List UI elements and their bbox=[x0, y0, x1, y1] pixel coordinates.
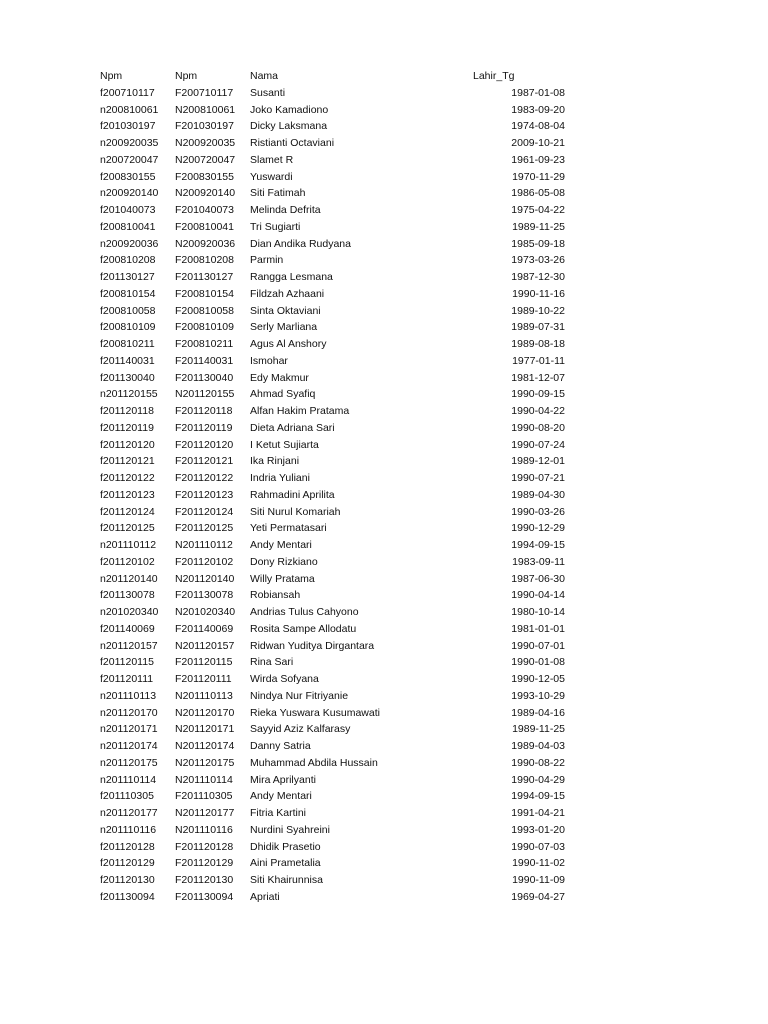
table-row bbox=[0, 185, 768, 202]
table-row bbox=[0, 169, 768, 186]
table-row bbox=[0, 269, 768, 286]
cell-npm-upper: F201040073 bbox=[175, 204, 234, 216]
cell-npm-lower: f201120124 bbox=[100, 505, 155, 518]
cell-npm-upper: N201120177 bbox=[175, 807, 235, 819]
table-row bbox=[0, 202, 768, 219]
cell-nama: Danny Satria bbox=[250, 740, 311, 752]
cell-npm-upper: F201140069 bbox=[175, 622, 234, 635]
cell-npm-upper: F201030197 bbox=[175, 120, 234, 133]
cell-lahir-tg: 1990-12-05 bbox=[511, 673, 565, 685]
cell-npm-lower: f200810058 bbox=[100, 304, 156, 317]
cell-nama: Willy Pratama bbox=[250, 572, 315, 585]
table-row bbox=[0, 420, 768, 437]
cell-npm-lower: n200720047 bbox=[100, 153, 159, 166]
cell-nama: Parmin bbox=[250, 254, 284, 267]
table-row bbox=[0, 855, 768, 872]
table-row bbox=[0, 571, 768, 588]
cell-npm-lower: n200920140 bbox=[100, 187, 159, 200]
cell-nama: Slamet R bbox=[250, 153, 294, 166]
cell-lahir-tg: 1989-04-16 bbox=[511, 706, 565, 719]
cell-npm-lower: f201120111 bbox=[100, 673, 154, 685]
cell-nama: Tri Sugiarti bbox=[250, 220, 301, 233]
cell-npm-upper: F201130127 bbox=[175, 271, 234, 283]
cell-lahir-tg: 1990-08-20 bbox=[511, 421, 565, 434]
cell-nama: Rosita Sampe Allodatu bbox=[250, 622, 357, 635]
cell-npm-upper: N200810061 bbox=[175, 103, 236, 116]
cell-nama: Fildzah Azhaani bbox=[250, 287, 325, 300]
cell-lahir-tg: 1989-04-03 bbox=[511, 740, 565, 752]
cell-npm-lower: f201120122 bbox=[100, 472, 155, 484]
cell-npm-upper: F201130040 bbox=[175, 371, 234, 384]
cell-nama: Serly Marliana bbox=[250, 321, 318, 334]
table-row bbox=[0, 219, 768, 236]
cell-nama: Ristianti Octaviani bbox=[250, 137, 335, 149]
cell-nama: Wirda Sofyana bbox=[250, 673, 319, 685]
cell-npm-upper: N201120170 bbox=[175, 706, 235, 719]
cell-npm-lower: f200810041 bbox=[100, 220, 156, 233]
cell-lahir-tg: 1981-01-01 bbox=[511, 622, 565, 635]
table-row bbox=[0, 839, 768, 856]
cell-lahir-tg: 1990-04-29 bbox=[511, 773, 565, 786]
cell-npm-upper: F200810208 bbox=[175, 254, 234, 267]
cell-nama: Siti Khairunnisa bbox=[250, 874, 323, 886]
table-row bbox=[0, 487, 768, 504]
cell-lahir-tg: 1989-08-18 bbox=[511, 338, 565, 350]
table-row bbox=[0, 755, 768, 772]
table-row bbox=[0, 336, 768, 353]
spreadsheet-table bbox=[0, 68, 768, 906]
cell-lahir-tg: 1990-01-08 bbox=[511, 656, 565, 669]
cell-npm-lower: f201120128 bbox=[100, 840, 155, 853]
cell-npm-lower: f201120129 bbox=[100, 857, 155, 870]
cell-lahir-tg: 1969-04-27 bbox=[511, 890, 565, 903]
cell-npm-lower: n201120155 bbox=[100, 388, 158, 401]
table-row bbox=[0, 889, 768, 906]
cell-nama: Sinta Oktaviani bbox=[250, 304, 321, 317]
cell-npm-lower: n201120140 bbox=[100, 572, 158, 585]
cell-nama: Ismohar bbox=[250, 354, 288, 367]
cell-npm-lower: n200810061 bbox=[100, 103, 159, 116]
cell-npm-lower: f201140031 bbox=[100, 354, 155, 367]
table-row bbox=[0, 85, 768, 102]
cell-npm-upper: F200830155 bbox=[175, 170, 234, 183]
table-row bbox=[0, 135, 768, 152]
cell-npm-upper: N201120174 bbox=[175, 740, 235, 752]
cell-nama: Melinda Defrita bbox=[250, 204, 321, 216]
cell-nama: Agus Al Anshory bbox=[250, 338, 327, 350]
cell-npm-upper: N201110113 bbox=[175, 689, 233, 702]
cell-npm-lower: n201020340 bbox=[100, 606, 159, 618]
table-row bbox=[0, 721, 768, 738]
cell-npm-lower: n201120170 bbox=[100, 706, 158, 719]
cell-lahir-tg: 1990-12-29 bbox=[511, 522, 565, 535]
cell-npm-upper: F201120129 bbox=[175, 857, 234, 870]
cell-npm-upper: N201120175 bbox=[175, 756, 235, 769]
cell-lahir-tg: 1990-07-03 bbox=[511, 840, 565, 853]
cell-npm-upper: F201120123 bbox=[175, 488, 234, 501]
table-row bbox=[0, 403, 768, 420]
table-body bbox=[0, 85, 768, 906]
cell-nama: Siti Fatimah bbox=[250, 187, 306, 200]
header-row bbox=[0, 68, 768, 85]
table-row bbox=[0, 386, 768, 403]
cell-npm-upper: N200920036 bbox=[175, 237, 236, 250]
cell-npm-upper: F200810211 bbox=[175, 338, 234, 350]
cell-npm-lower: n201110116 bbox=[100, 823, 157, 836]
cell-npm-upper: N201110114 bbox=[175, 773, 233, 786]
table-row bbox=[0, 470, 768, 487]
cell-npm-lower: n200920035 bbox=[100, 137, 159, 149]
table-row bbox=[0, 504, 768, 521]
cell-npm-upper: F200810041 bbox=[175, 220, 234, 233]
cell-npm-lower: f201120119 bbox=[100, 421, 154, 434]
cell-npm-upper: F200810154 bbox=[175, 287, 234, 300]
cell-npm-lower: f201120130 bbox=[100, 874, 155, 886]
cell-lahir-tg: 1994-09-15 bbox=[511, 539, 565, 551]
cell-lahir-tg: 1970-11-29 bbox=[512, 170, 565, 183]
cell-lahir-tg: 1977-01-11 bbox=[512, 354, 565, 367]
cell-npm-lower: f201120115 bbox=[100, 656, 154, 669]
table-row bbox=[0, 286, 768, 303]
table-row bbox=[0, 118, 768, 135]
cell-nama: Rangga Lesmana bbox=[250, 271, 333, 283]
header-nama: Nama bbox=[250, 70, 279, 82]
cell-lahir-tg: 1990-09-15 bbox=[511, 388, 565, 401]
table-row bbox=[0, 319, 768, 336]
table-row bbox=[0, 554, 768, 571]
cell-lahir-tg: 1991-04-21 bbox=[511, 807, 565, 819]
header-npm-lower: Npm bbox=[100, 70, 123, 82]
cell-nama: Dony Rizkiano bbox=[250, 555, 318, 568]
table-row bbox=[0, 303, 768, 320]
cell-npm-lower: f201120121 bbox=[100, 455, 155, 468]
table-row bbox=[0, 772, 768, 789]
cell-nama: Susanti bbox=[250, 86, 286, 99]
table-row bbox=[0, 353, 768, 370]
cell-nama: I Ketut Sujiarta bbox=[250, 438, 319, 451]
cell-lahir-tg: 1987-12-30 bbox=[511, 271, 565, 283]
cell-npm-lower: n201120157 bbox=[100, 639, 158, 652]
cell-nama: Alfan Hakim Pratama bbox=[250, 405, 350, 417]
cell-nama: Mira Aprilyanti bbox=[250, 773, 316, 786]
cell-lahir-tg: 1990-03-26 bbox=[511, 505, 565, 518]
header-lahir-tg: Lahir_Tg bbox=[473, 70, 515, 82]
cell-npm-lower: f201110305 bbox=[100, 790, 154, 803]
cell-npm-lower: f201120123 bbox=[100, 488, 155, 501]
cell-npm-upper: F201110305 bbox=[175, 790, 233, 803]
cell-npm-upper: F201120118 bbox=[175, 405, 233, 417]
table-row bbox=[0, 738, 768, 755]
table-row bbox=[0, 520, 768, 537]
cell-npm-upper: N200720047 bbox=[175, 153, 236, 166]
cell-nama: Yeti Permatasari bbox=[250, 522, 327, 535]
cell-npm-upper: F201140031 bbox=[175, 354, 234, 367]
cell-nama: Edy Makmur bbox=[250, 371, 309, 384]
cell-nama: Andrias Tulus Cahyono bbox=[250, 606, 359, 618]
cell-nama: Rahmadini Aprilita bbox=[250, 488, 335, 501]
cell-lahir-tg: 1990-04-22 bbox=[511, 405, 565, 417]
table-row bbox=[0, 537, 768, 554]
cell-lahir-tg: 1987-01-08 bbox=[511, 86, 565, 99]
cell-npm-upper: N201120155 bbox=[175, 388, 235, 401]
cell-lahir-tg: 1994-09-15 bbox=[511, 790, 565, 803]
cell-npm-lower: n201110113 bbox=[100, 689, 157, 702]
cell-npm-upper: F201120115 bbox=[175, 656, 233, 669]
cell-nama: Apriati bbox=[250, 890, 280, 903]
cell-nama: Aini Prametalia bbox=[250, 857, 321, 870]
cell-npm-lower: n201120171 bbox=[100, 723, 158, 736]
table-row bbox=[0, 805, 768, 822]
cell-npm-lower: n201120174 bbox=[100, 740, 158, 752]
cell-lahir-tg: 1990-07-21 bbox=[511, 472, 565, 484]
cell-npm-upper: N200920140 bbox=[175, 187, 236, 200]
cell-npm-upper: N201120140 bbox=[175, 572, 235, 585]
cell-npm-upper: F201120119 bbox=[175, 421, 233, 434]
cell-npm-upper: F201120130 bbox=[175, 874, 234, 886]
cell-npm-lower: f200810208 bbox=[100, 254, 156, 267]
cell-lahir-tg: 1975-04-22 bbox=[511, 204, 565, 216]
cell-nama: Rieka Yuswara Kusumawati bbox=[250, 706, 380, 719]
cell-npm-upper: N201120157 bbox=[175, 639, 235, 652]
table-row bbox=[0, 587, 768, 604]
cell-npm-upper: F201120122 bbox=[175, 472, 234, 484]
cell-nama: Rina Sari bbox=[250, 656, 294, 669]
cell-npm-upper: F201120111 bbox=[175, 673, 232, 685]
cell-lahir-tg: 1990-11-09 bbox=[512, 874, 565, 886]
cell-npm-lower: f201120118 bbox=[100, 405, 154, 417]
cell-lahir-tg: 1981-12-07 bbox=[511, 371, 565, 384]
cell-nama: Andy Mentari bbox=[250, 539, 312, 551]
cell-lahir-tg: 1983-09-20 bbox=[511, 103, 565, 116]
cell-npm-lower: n201120177 bbox=[100, 807, 158, 819]
table-row bbox=[0, 671, 768, 688]
table-row bbox=[0, 638, 768, 655]
cell-npm-lower: f201130078 bbox=[100, 589, 155, 602]
cell-npm-upper: F200710117 bbox=[175, 86, 234, 99]
cell-npm-lower: f200710117 bbox=[100, 86, 155, 99]
cell-npm-lower: f201130094 bbox=[100, 890, 155, 903]
cell-npm-upper: F201130078 bbox=[175, 589, 234, 602]
cell-npm-upper: F201120102 bbox=[175, 555, 234, 568]
cell-npm-lower: f201040073 bbox=[100, 204, 156, 216]
cell-lahir-tg: 1989-12-01 bbox=[511, 455, 565, 468]
cell-npm-lower: f201140069 bbox=[100, 622, 155, 635]
table-row bbox=[0, 370, 768, 387]
cell-npm-lower: n200920036 bbox=[100, 237, 159, 250]
cell-npm-upper: N200920035 bbox=[175, 137, 236, 149]
cell-nama: Ika Rinjani bbox=[250, 455, 300, 468]
cell-npm-upper: F201120128 bbox=[175, 840, 234, 853]
cell-lahir-tg: 1989-04-30 bbox=[511, 488, 565, 501]
cell-lahir-tg: 1980-10-14 bbox=[511, 606, 565, 618]
cell-npm-upper: F200810058 bbox=[175, 304, 234, 317]
header-npm-upper: Npm bbox=[175, 70, 198, 82]
cell-nama: Nindya Nur Fitriyanie bbox=[250, 689, 349, 702]
table-row bbox=[0, 872, 768, 889]
cell-lahir-tg: 1983-09-11 bbox=[512, 555, 565, 568]
cell-lahir-tg: 1989-11-25 bbox=[512, 220, 565, 233]
cell-lahir-tg: 2009-10-21 bbox=[511, 137, 565, 149]
cell-lahir-tg: 1990-11-16 bbox=[512, 287, 565, 300]
cell-npm-lower: n201120175 bbox=[100, 756, 158, 769]
cell-lahir-tg: 1987-06-30 bbox=[511, 572, 565, 585]
table-row bbox=[0, 688, 768, 705]
table-row bbox=[0, 822, 768, 839]
cell-npm-lower: f201130040 bbox=[100, 371, 155, 384]
cell-lahir-tg: 1990-07-24 bbox=[511, 438, 565, 451]
table-row bbox=[0, 236, 768, 253]
cell-nama: Andy Mentari bbox=[250, 790, 312, 803]
cell-lahir-tg: 1989-10-22 bbox=[511, 304, 565, 317]
table-row bbox=[0, 437, 768, 454]
cell-nama: Nurdini Syahreini bbox=[250, 823, 330, 836]
cell-nama: Dicky Laksmana bbox=[250, 120, 328, 133]
cell-nama: Fitria Kartini bbox=[250, 807, 307, 819]
cell-nama: Dieta Adriana Sari bbox=[250, 421, 335, 434]
cell-lahir-tg: 1985-09-18 bbox=[511, 237, 565, 250]
cell-nama: Joko Kamadiono bbox=[250, 103, 329, 116]
cell-nama: Ridwan Yuditya Dirgantara bbox=[250, 639, 375, 652]
cell-nama: Indria Yuliani bbox=[250, 472, 310, 484]
cell-npm-upper: F201120124 bbox=[175, 505, 234, 518]
cell-npm-upper: N201110116 bbox=[175, 823, 233, 836]
cell-npm-lower: f200810109 bbox=[100, 321, 156, 334]
cell-npm-lower: f200810154 bbox=[100, 287, 156, 300]
cell-lahir-tg: 1989-11-25 bbox=[512, 723, 565, 736]
table-row bbox=[0, 604, 768, 621]
cell-lahir-tg: 1993-10-29 bbox=[511, 689, 565, 702]
cell-nama: Robiansah bbox=[250, 589, 301, 602]
cell-npm-lower: f200830155 bbox=[100, 170, 156, 183]
cell-npm-upper: N201110112 bbox=[175, 539, 233, 551]
cell-npm-lower: f201120120 bbox=[100, 438, 155, 451]
table-row bbox=[0, 621, 768, 638]
cell-npm-upper: N201020340 bbox=[175, 606, 236, 618]
table-row bbox=[0, 654, 768, 671]
cell-npm-upper: F200810109 bbox=[175, 321, 234, 334]
cell-npm-lower: f201120125 bbox=[100, 522, 155, 535]
cell-npm-upper: F201120120 bbox=[175, 438, 234, 451]
cell-lahir-tg: 1990-08-22 bbox=[511, 756, 565, 769]
table-row bbox=[0, 152, 768, 169]
cell-npm-upper: F201120121 bbox=[175, 455, 234, 468]
cell-nama: Muhammad Abdila Hussain bbox=[250, 756, 378, 769]
cell-lahir-tg: 1990-11-02 bbox=[512, 857, 565, 870]
cell-nama: Siti Nurul Komariah bbox=[250, 505, 341, 518]
cell-nama: Ahmad Syafiq bbox=[250, 388, 316, 401]
table-row bbox=[0, 453, 768, 470]
table-row bbox=[0, 252, 768, 269]
cell-lahir-tg: 1974-08-04 bbox=[511, 120, 565, 133]
table-row bbox=[0, 102, 768, 119]
cell-lahir-tg: 1993-01-20 bbox=[511, 823, 565, 836]
cell-lahir-tg: 1986-05-08 bbox=[511, 187, 565, 200]
cell-nama: Yuswardi bbox=[250, 170, 293, 183]
cell-nama: Dhidik Prasetio bbox=[250, 840, 321, 853]
cell-npm-lower: n201110112 bbox=[100, 539, 157, 551]
cell-nama: Sayyid Aziz Kalfarasy bbox=[250, 723, 351, 736]
cell-npm-lower: f201120102 bbox=[100, 555, 155, 568]
cell-npm-lower: f201030197 bbox=[100, 120, 156, 133]
table-row bbox=[0, 705, 768, 722]
cell-lahir-tg: 1990-04-14 bbox=[511, 589, 565, 602]
cell-npm-lower: f200810211 bbox=[100, 338, 155, 350]
cell-npm-upper: F201130094 bbox=[175, 890, 234, 903]
cell-npm-upper: F201120125 bbox=[175, 522, 234, 535]
cell-nama: Dian Andika Rudyana bbox=[250, 237, 351, 250]
cell-npm-upper: N201120171 bbox=[175, 723, 235, 736]
cell-lahir-tg: 1973-03-26 bbox=[511, 254, 565, 267]
cell-npm-lower: f201130127 bbox=[100, 271, 155, 283]
table-row bbox=[0, 788, 768, 805]
cell-npm-lower: n201110114 bbox=[100, 773, 157, 786]
cell-lahir-tg: 1989-07-31 bbox=[511, 321, 565, 334]
cell-lahir-tg: 1961-09-23 bbox=[511, 153, 565, 166]
cell-lahir-tg: 1990-07-01 bbox=[511, 639, 565, 652]
